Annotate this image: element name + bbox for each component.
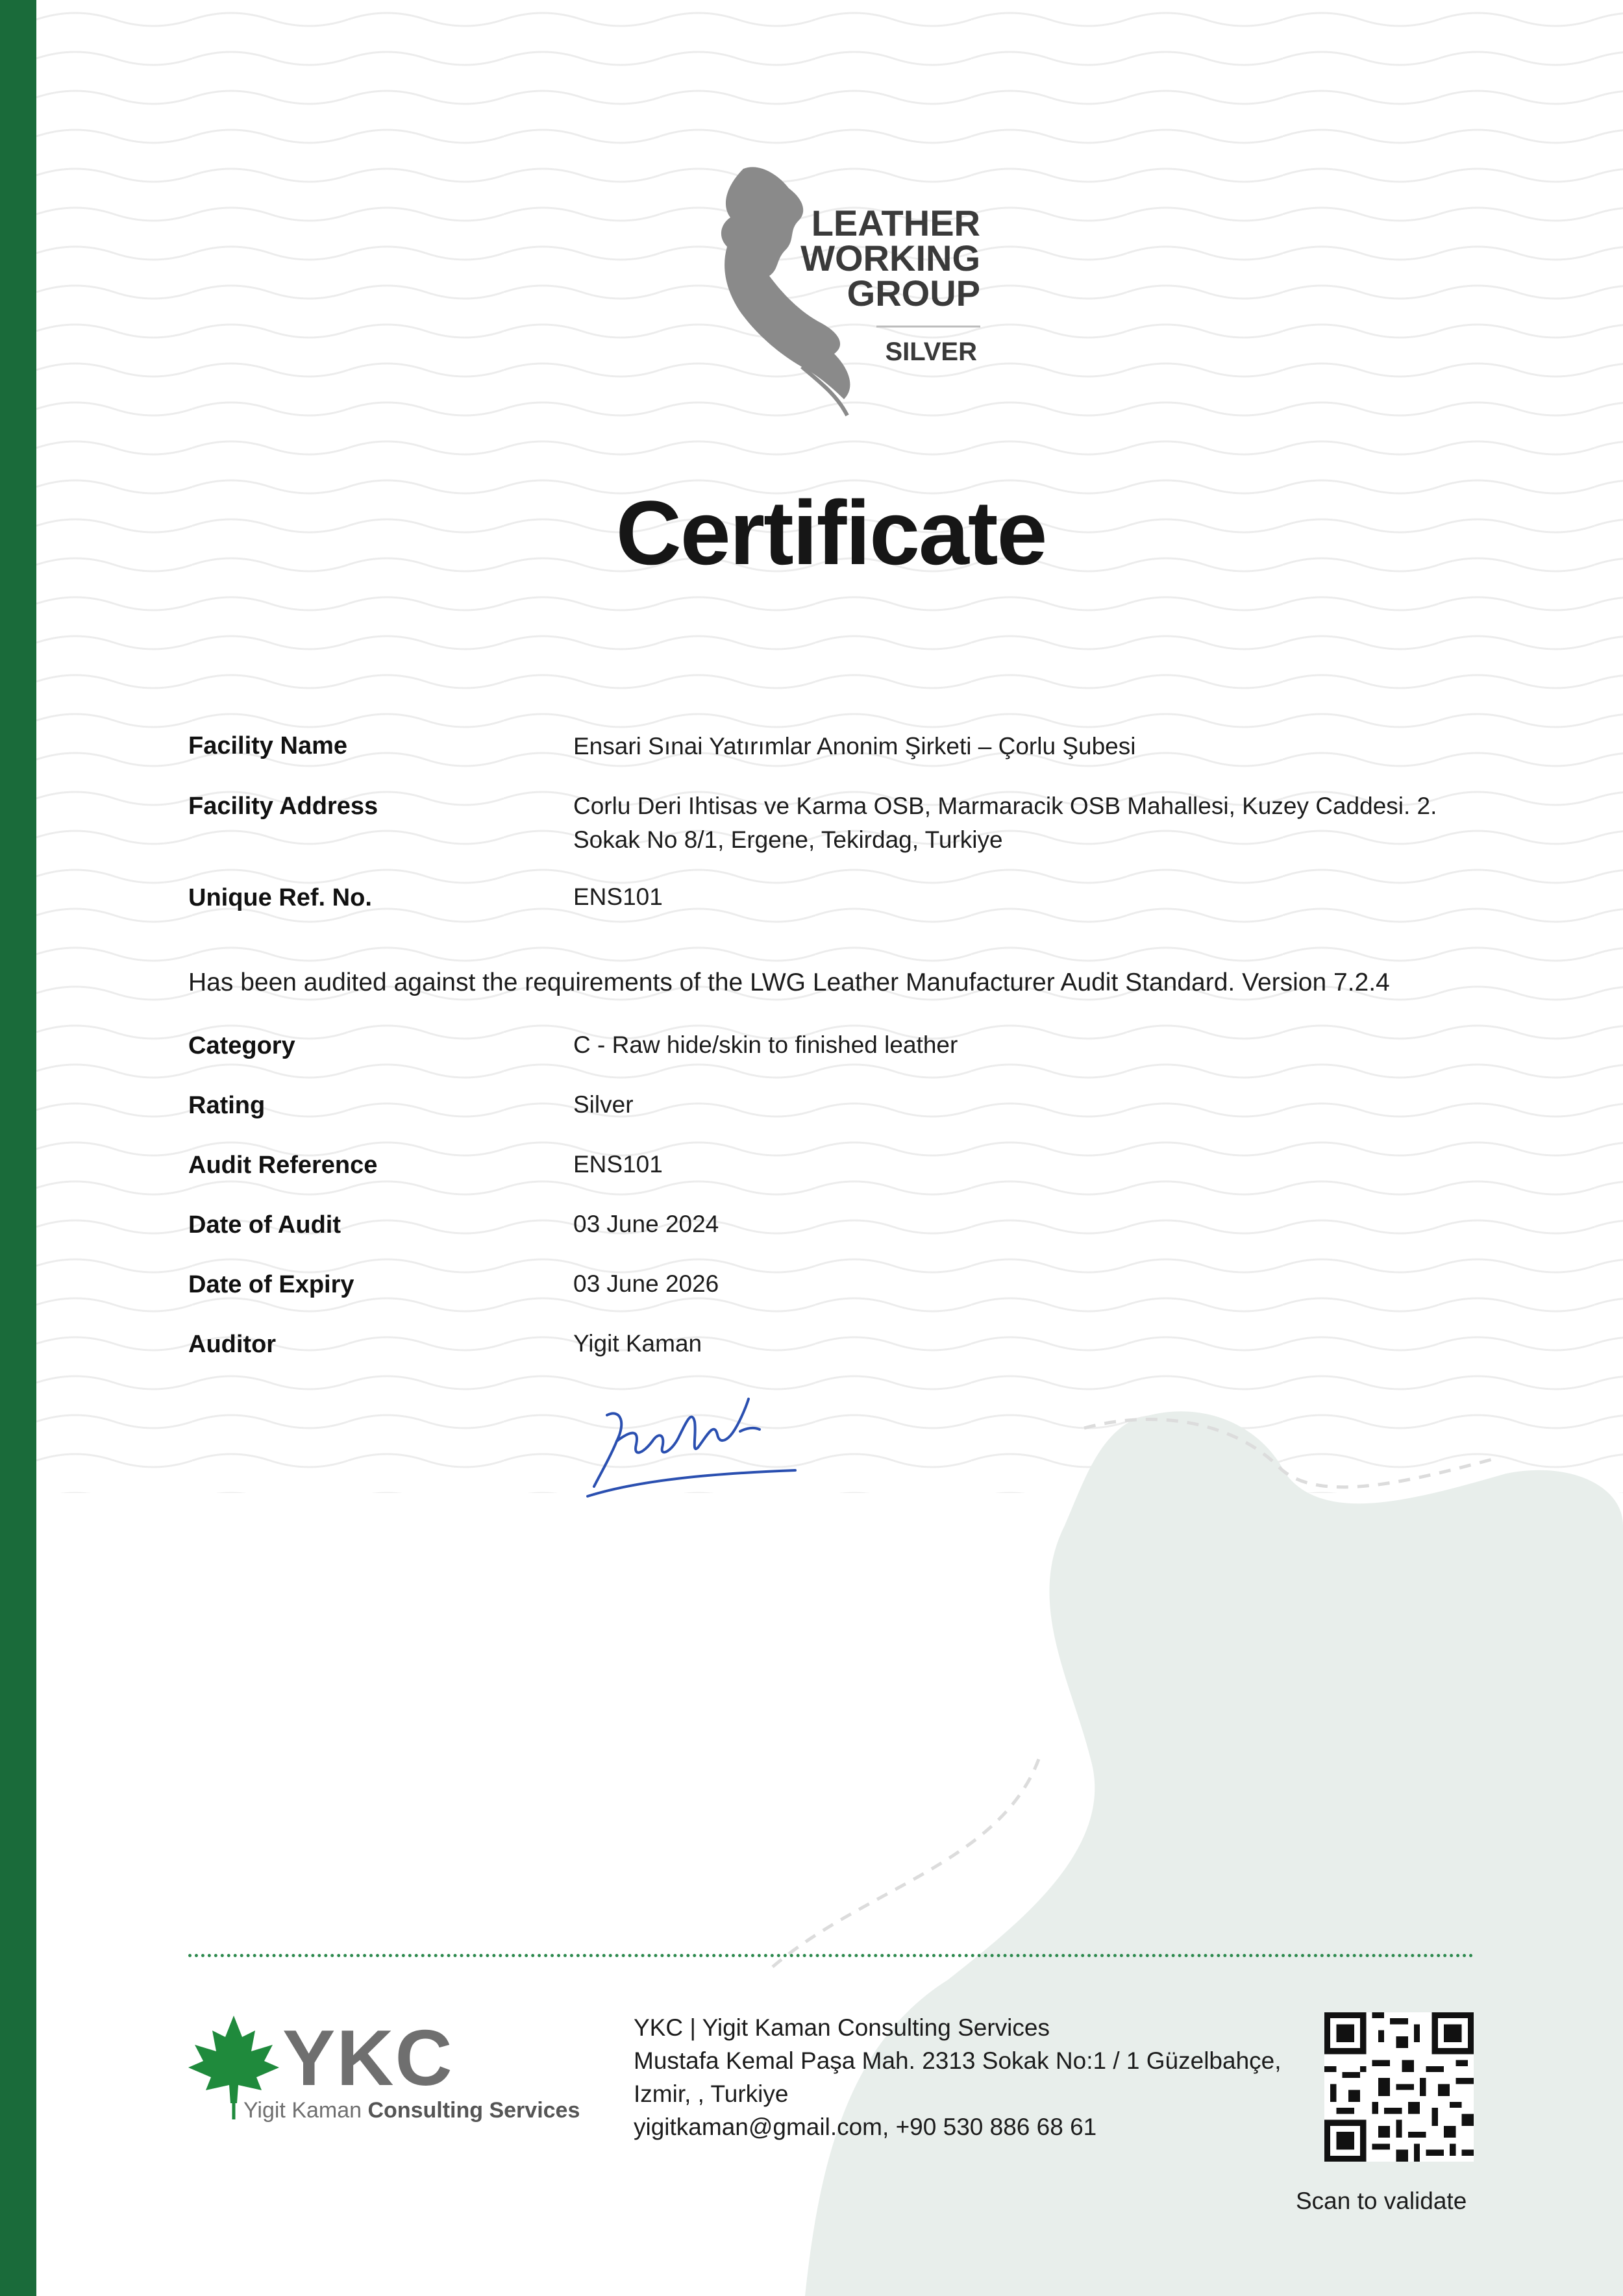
logo-text-leather: LEATHER (811, 203, 980, 243)
category-value: C - Raw hide/skin to finished leather (573, 1031, 958, 1058)
contact-company: YKC | Yigit Kaman Consulting Services (634, 2014, 1050, 2041)
date-of-audit-label: Date of Audit (188, 1211, 341, 1239)
leather-hide-watermark (766, 1396, 1623, 2296)
date-of-audit-value: 03 June 2024 (573, 1211, 719, 1237)
audit-reference-value: ENS101 (573, 1151, 663, 1178)
audit-statement: Has been audited against the requirements of the LWG Leather Manufacturer Audit Standard. Version 7.2.4 (188, 969, 1390, 996)
rating-value: Silver (573, 1091, 634, 1118)
lwg-silver-logo (682, 159, 980, 419)
footer-divider (188, 1954, 1474, 1957)
validation-qr-code[interactable] (1324, 2012, 1474, 2162)
logo-text-group: GROUP (847, 273, 980, 314)
ykc-tagline-light: Yigit Kaman (243, 2098, 368, 2123)
scan-to-validate-label: Scan to validate (1296, 2188, 1467, 2214)
unique-ref-value: ENS101 (573, 883, 663, 910)
auditor-signature (581, 1396, 802, 1503)
auditor-value: Yigit Kaman (573, 1330, 702, 1357)
audit-reference-label: Audit Reference (188, 1152, 378, 1179)
leaf-icon (721, 167, 850, 399)
unique-ref-label: Unique Ref. No. (188, 884, 372, 911)
rating-label: Rating (188, 1092, 266, 1119)
date-of-expiry-label: Date of Expiry (188, 1271, 354, 1298)
logo-text-working: WORKING (800, 238, 980, 278)
contact-address-line2: Izmir, , Turkiye (634, 2080, 789, 2107)
green-side-bar (0, 0, 36, 2296)
facility-name-value: Ensari Sınai Yatırımlar Anonim Şirketi – Çorlu Şubesi (573, 733, 1136, 759)
facility-name-label: Facility Name (188, 732, 347, 759)
facility-address-line1: Corlu Deri Ihtisas ve Karma OSB, Marmaracik OSB Mahallesi, Kuzey Caddesi. 2. (573, 793, 1437, 819)
logo-text-silver: SILVER (885, 338, 977, 366)
certificate-title: Certificate (615, 482, 1047, 584)
facility-address-line2: Sokak No 8/1, Ergene, Tekirdag, Turkiye (573, 826, 1003, 853)
date-of-expiry-value: 03 June 2026 (573, 1270, 719, 1297)
facility-address-label: Facility Address (188, 793, 378, 820)
consultant-contact-block (634, 2011, 1282, 2143)
ykc-logo-letters: YKC (282, 2014, 454, 2102)
auditor-label: Auditor (188, 1331, 277, 1358)
contact-email-phone: yigitkaman@gmail.com, +90 530 886 68 61 (634, 2114, 1097, 2140)
contact-address-line1: Mustafa Kemal Paşa Mah. 2313 Sokak No:1 / 1 Güzelbahçe, (634, 2047, 1282, 2074)
ykc-tagline (243, 2098, 580, 2123)
ykc-logo (185, 2012, 601, 2123)
category-label: Category (188, 1032, 295, 1059)
ykc-tagline-strong: Consulting Services (367, 2098, 580, 2123)
